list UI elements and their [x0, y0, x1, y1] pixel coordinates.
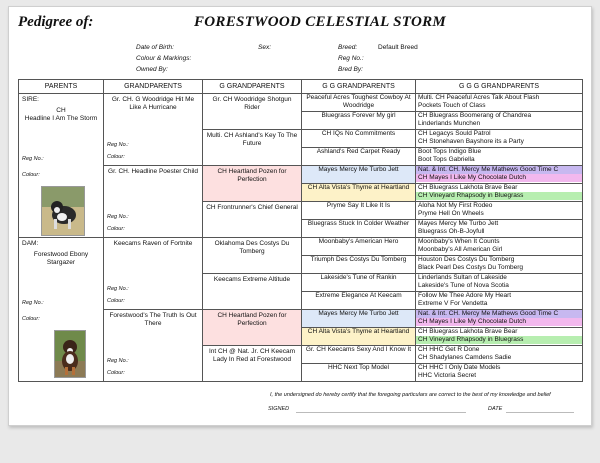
gggp-cell: Bluegrass Stuck In Colder Weather [302, 220, 416, 238]
dam-gp2-colour-label: Colour: [107, 370, 125, 376]
ggp-cell [203, 166, 302, 202]
dam-photo [54, 330, 86, 378]
gggp-cell: Peaceful Acres Toughest Cowboy At Woodridge [302, 94, 416, 112]
g4-name: CH Bluegrass Boomerang of Chandrea [418, 112, 532, 119]
gggp-cell: Pryme Say It Like It Is [302, 202, 416, 220]
dam-dog-image [55, 331, 85, 377]
col-gg-grandparents: G G GRANDPARENTS [302, 80, 416, 94]
dam-gp1-cell [104, 238, 203, 310]
gggp-cell: CH IQs No Commitments [302, 130, 416, 148]
g4-name: Boot Tops Indigo Blue [418, 148, 482, 155]
g4-name: CH Shadylanes Camdens Sadie [418, 354, 512, 361]
breed-label: Breed: [338, 44, 358, 51]
g4-name: Nat. & Int. CH. Mercy Me Mathews Good Time C [416, 310, 582, 318]
gggp-cell: CH Alta Vista's Thyme at Heartland [302, 328, 416, 346]
ggp-cell [203, 274, 302, 310]
dam-name: Forestwood Ebony Stargazer [33, 251, 89, 266]
g4-name: Bluegrass Oh-B-Joyfull [418, 228, 485, 235]
g4-name: Follow Me Thee Adore My Heart [418, 292, 512, 299]
dam-colour-label: Colour: [22, 316, 40, 322]
ggp-cell [203, 94, 302, 130]
dam-gp1-name: Keecams Raven of Fortnite [113, 240, 193, 247]
g4-name: Aloha Not My First Rodeo [418, 202, 493, 209]
g4-cell [416, 238, 583, 256]
gggp-cell: Mayes Mercy Me Turbo Jett [302, 310, 416, 328]
sire-gp2-reg-label: Reg No.: [107, 214, 129, 220]
g4-name: Linderlands Sultan of Lakeside [418, 274, 507, 281]
ggp-name: CH Heartland Pozen for Perfection [217, 168, 287, 183]
sire-role: SIRE: [22, 96, 39, 103]
ggp-name: Keecams Extreme Altitude [213, 276, 291, 283]
sire-colour-label: Colour: [22, 172, 40, 178]
certification-text: I, the undersigned do hereby certify that the foregoing particulars are correct to the best of my knowledge and belief [270, 392, 551, 398]
g4-name: CH HHC Get R Done [418, 346, 480, 353]
g4-name: Black Pearl Des Costys Du Tomberg [418, 264, 524, 271]
g4-cell [416, 346, 583, 364]
sire-gp1-reg-label: Reg No.: [107, 142, 129, 148]
g4-name: CH Bluegrass Lakhota Brave Bear [418, 184, 518, 191]
sex-label: Sex: [258, 44, 272, 51]
g4-cell [416, 328, 583, 346]
g4-cell [416, 292, 583, 310]
bred-by-label: Bred By: [338, 66, 363, 73]
g4-name: Pryme Hell On Wheels [418, 210, 484, 217]
gggp-cell: Triumph Des Costys Du Tomberg [302, 256, 416, 274]
sire-reg-label: Reg No.: [22, 156, 44, 162]
col-ggg-grandparents: G G G GRANDPARENTS [416, 80, 583, 94]
g4-cell [416, 94, 583, 112]
g4-name: CH HHC I Only Date Models [418, 364, 501, 371]
g4-cell [416, 364, 583, 382]
g4-name: CH Vineyard Rhapsody in Bluegrass [416, 192, 582, 200]
gggp-cell: Extreme Elegance At Keecam [302, 292, 416, 310]
g4-name: Linderlands Munchen [418, 120, 481, 127]
ggp-name: CH Heartland Pozen for Perfection [217, 312, 287, 327]
sire-gp2-name: Gr. CH. Headline Poester Child [108, 168, 198, 175]
gggp-cell: Bluegrass Forever My girl [302, 112, 416, 130]
g4-cell [416, 130, 583, 148]
dam-role: DAM: [22, 240, 39, 247]
g4-cell [416, 310, 583, 328]
g4-name: HHC Victoria Secret [418, 372, 477, 379]
header-row [19, 80, 583, 94]
g4-cell [416, 166, 583, 184]
sire-cell [19, 94, 104, 238]
g4-name: Multi. CH Peaceful Acres Talk About Flash [418, 94, 540, 101]
dam-gp2-cell [104, 310, 203, 382]
g4-cell [416, 148, 583, 166]
ggp-name: Oklahoma Des Costys Du Tomberg [214, 240, 290, 255]
g4-name: Pockets Touch of Class [418, 102, 486, 109]
ggp-cell [203, 238, 302, 274]
owned-by-label: Owned By: [136, 66, 168, 73]
dob-label: Date of Birth: [136, 44, 174, 51]
g4-name: CH Vineyard Rhapsody in Bluegrass [416, 336, 582, 344]
date-label: DATE [488, 406, 503, 412]
col-g-grandparents: G GRANDPARENTS [203, 80, 302, 94]
gggp-cell: HHC Next Top Model [302, 364, 416, 382]
signed-line [296, 412, 466, 413]
g4-name: Moonbaby's All American Girl [418, 246, 503, 253]
dam-gp2-reg-label: Reg No.: [107, 358, 129, 364]
g4-cell [416, 256, 583, 274]
pedigree-of-label: Pedigree of: [18, 14, 94, 30]
reg-no-label: Reg No.: [338, 55, 364, 62]
breed-value: Default Breed [378, 44, 418, 51]
gggp-cell: Mayes Mercy Me Turbo Jett [302, 166, 416, 184]
sire-gp2-cell [104, 166, 203, 238]
ggp-name: Gr. CH Woodridge Shotgun Rider [212, 96, 292, 111]
sire-gp1-cell [104, 94, 203, 166]
dam-gp1-colour-label: Colour: [107, 298, 125, 304]
dam-reg-label: Reg No.: [22, 300, 44, 306]
col-parents: PARENTS [19, 80, 104, 94]
g4-name: CH Legacys Sould Patrol [418, 130, 491, 137]
dog-name-title: FORESTWOOD CELESTIAL STORM [194, 14, 447, 30]
g4-name: CH Mayes I Like My Chocolate Dutch [416, 174, 582, 182]
col-grandparents: GRANDPARENTS [104, 80, 203, 94]
ggp-cell [203, 310, 302, 346]
g4-cell [416, 184, 583, 202]
gggp-cell: Lakeside's Tune of Rankin [302, 274, 416, 292]
g4-name: CH Mayes I Like My Chocolate Dutch [416, 318, 582, 326]
ggp-name: CH Frontrunner's Chief General [206, 204, 298, 211]
gggp-cell: Gr. CH Keecams Sexy And I Know It [302, 346, 416, 364]
sire-name: CH Headline I Am The Storm [24, 107, 98, 122]
ggp-name: Int CH @ Nat. Jr. CH Keecam Lady In Red at Forestwood [208, 348, 296, 363]
signed-label: SIGNED [268, 406, 290, 412]
g4-name: Extreme V For Vendetta [418, 300, 488, 307]
ggp-cell [203, 346, 302, 382]
g4-name: Mayes Mercy Me Turbo Jett [418, 220, 499, 227]
dam-cell [19, 238, 104, 382]
sire-gp2-colour-label: Colour: [107, 226, 125, 232]
g4-cell [416, 220, 583, 238]
g4-name: Boot Tops Gabriella [418, 156, 475, 163]
ggp-name: Multi. CH Ashland's Key To The Future [206, 132, 298, 147]
g4-name: CH Stonehaven Bayshore its a Party [418, 138, 524, 145]
ggp-cell [203, 130, 302, 166]
g4-name: CH Bluegrass Lakhota Brave Bear [418, 328, 518, 335]
g4-name: Lakeside's Tune of Nova Scotia [418, 282, 509, 289]
sire-dog-image [42, 187, 84, 235]
gggp-cell: Ashland's Red Carpet Ready [302, 148, 416, 166]
sire-photo [41, 186, 85, 236]
dam-gp2-name: Forestwood's The Truth Is Out There [109, 312, 197, 327]
date-line [506, 412, 574, 413]
g4-name: Moonbaby's When It Counts [418, 238, 500, 245]
dam-gp1-reg-label: Reg No.: [107, 286, 129, 292]
g4-name: Nat. & Int. CH. Mercy Me Mathews Good Time C [416, 166, 582, 174]
sire-gp1-name: Gr. CH. G Woodridge Hit Me Like A Hurricane [111, 96, 195, 111]
gggp-cell: Moonbaby's American Hero [302, 238, 416, 256]
gggp-cell: CH Alta Vista's Thyme at Heartland [302, 184, 416, 202]
g4-cell [416, 202, 583, 220]
g4-cell [416, 274, 583, 292]
g4-cell [416, 112, 583, 130]
sire-gp1-colour-label: Colour: [107, 154, 125, 160]
colour-markings-label: Colour & Markings: [136, 55, 192, 62]
g4-name: Houston Des Costys Du Tomberg [418, 256, 515, 263]
ggp-cell [203, 202, 302, 238]
pedigree-table [18, 79, 583, 382]
